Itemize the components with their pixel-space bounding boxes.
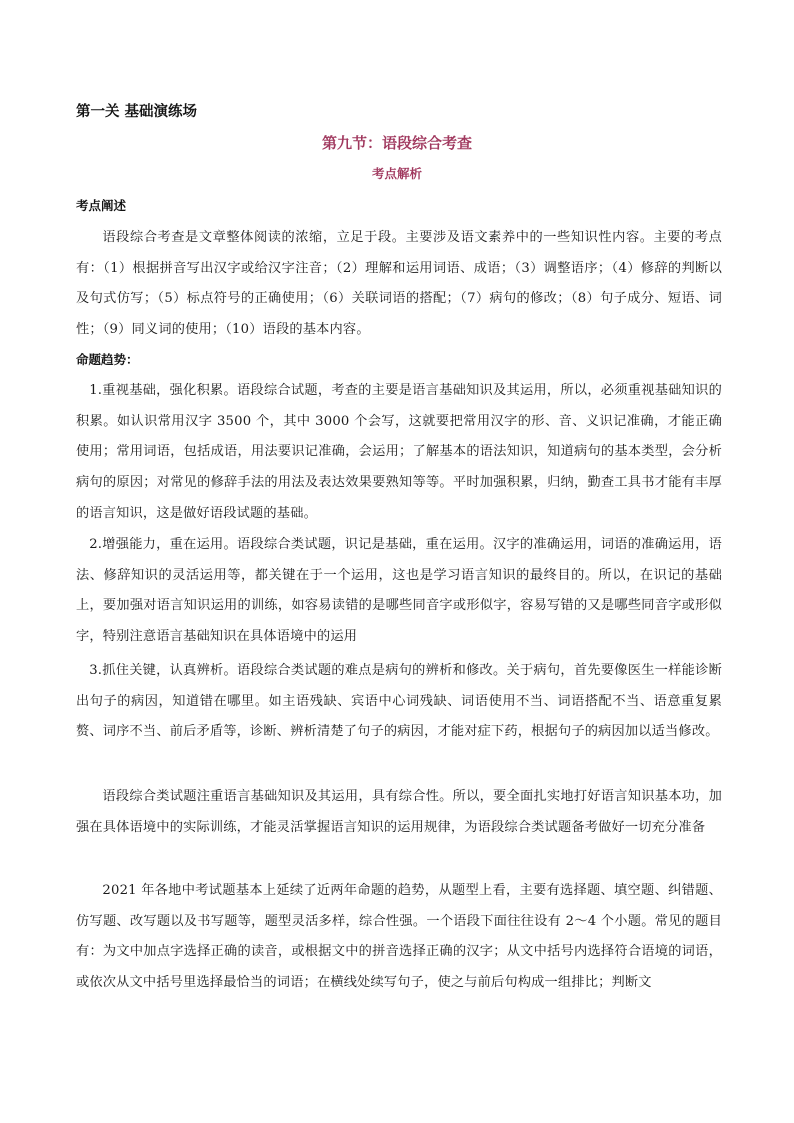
trend-paragraph-4: 语段综合类试题注重语言基础知识及其运用，具有综合性。所以，要全面扎实地打好语言知识基本功，加强在具体语境中的实际训练，才能灵活掌握语言知识的运用规律，为语段综合类试题备考做好一切充分准备 — [76, 789, 722, 835]
trend-paragraph-5: 2021 年各地中考试题基本上延续了近两年命题的趋势，从题型上看，主要有选择题、填空题、纠错题、仿写题、改写题以及书写题等，题型灵活多样，综合性强。一个语段下面往往设有 2～4 个小题。常见的题目有：为文中加点字选择正确的读音，或根据文中的拼音选择正确的汉字；从文中括号内选择符合语境的词语，或依次从文中括号里选择最恰当的词语；在横线处续写句子，使之与前后句构成一组排比；判断文 — [76, 883, 722, 991]
chapter-title: 第九节：语段综合考查 — [321, 134, 472, 152]
trend-heading: 命题趋势： — [76, 352, 139, 367]
trend-paragraph-3: 3.抓住关键，认真辨析。语段综合类试题的难点是病句的辨析和修改。关于病句，首先要像医生一样能诊断出句子的病因，知道错在哪里。如主语残缺、宾语中心词残缺、词语使用不当、词语搭配不当、语意重复累赘、词序不当、前后矛盾等，诊断、辨析清楚了句子的病因，才能对症下药，根据句子的病因加以适当修改。 — [76, 663, 722, 740]
overview-heading: 考点阐述 — [76, 198, 127, 213]
overview-paragraph: 语段综合考查是文章整体阅读的浓缩，立足于段。主要涉及语文素养中的一些知识性内容。主要的考点有：（1）根据拼音写出汉字或给汉字注音；（2）理解和运用词语、成语；（3）调整语序；（4）修辞的判断以及句式仿写；（5）标点符号的正确使用；（6）关联词语的搭配；（7）病句的修改；（8）句子成分、短语、词性；（9）同义词的使用；（10）语段的基本内容。 — [76, 230, 722, 338]
sub-title: 考点解析 — [371, 166, 422, 181]
trend-paragraph-1: 1.重视基础，强化积累。语段综合试题，考查的主要是语言基础知识及其运用，所以，必须重视基础知识的积累。如认识常用汉字 3500 个，其中 3000 个会写，这就要把常用汉字的形、音、义识记准确，才能正确使用；常用词语，包括成语，用法要识记准确，会运用；了解基本的语法知识，知道病句的基本类型，会分析病句的原因；对常见的修辞手法的用法及表达效果要熟知等等。平时加强积累，归纳，勤查工具书才能有丰厚的语言知识，这是做好语段试题的基础。 — [76, 383, 722, 521]
section-title: 第一关 基础演练场 — [76, 104, 198, 120]
trend-paragraph-2: 2.增强能力，重在运用。语段综合类试题，识记是基础，重在运用。汉字的准确运用，词语的准确运用，语法、修辞知识的灵活运用等，都关键在于一个运用，这也是学习语言知识的最终目的。所以，在识记的基础上，要加强对语言知识运用的训练，如容易读错的是哪些同音字或形似字，容易写错的又是哪些同音字或形似字，特别注意语言基础知识在具体语境中的运用 — [76, 537, 722, 645]
